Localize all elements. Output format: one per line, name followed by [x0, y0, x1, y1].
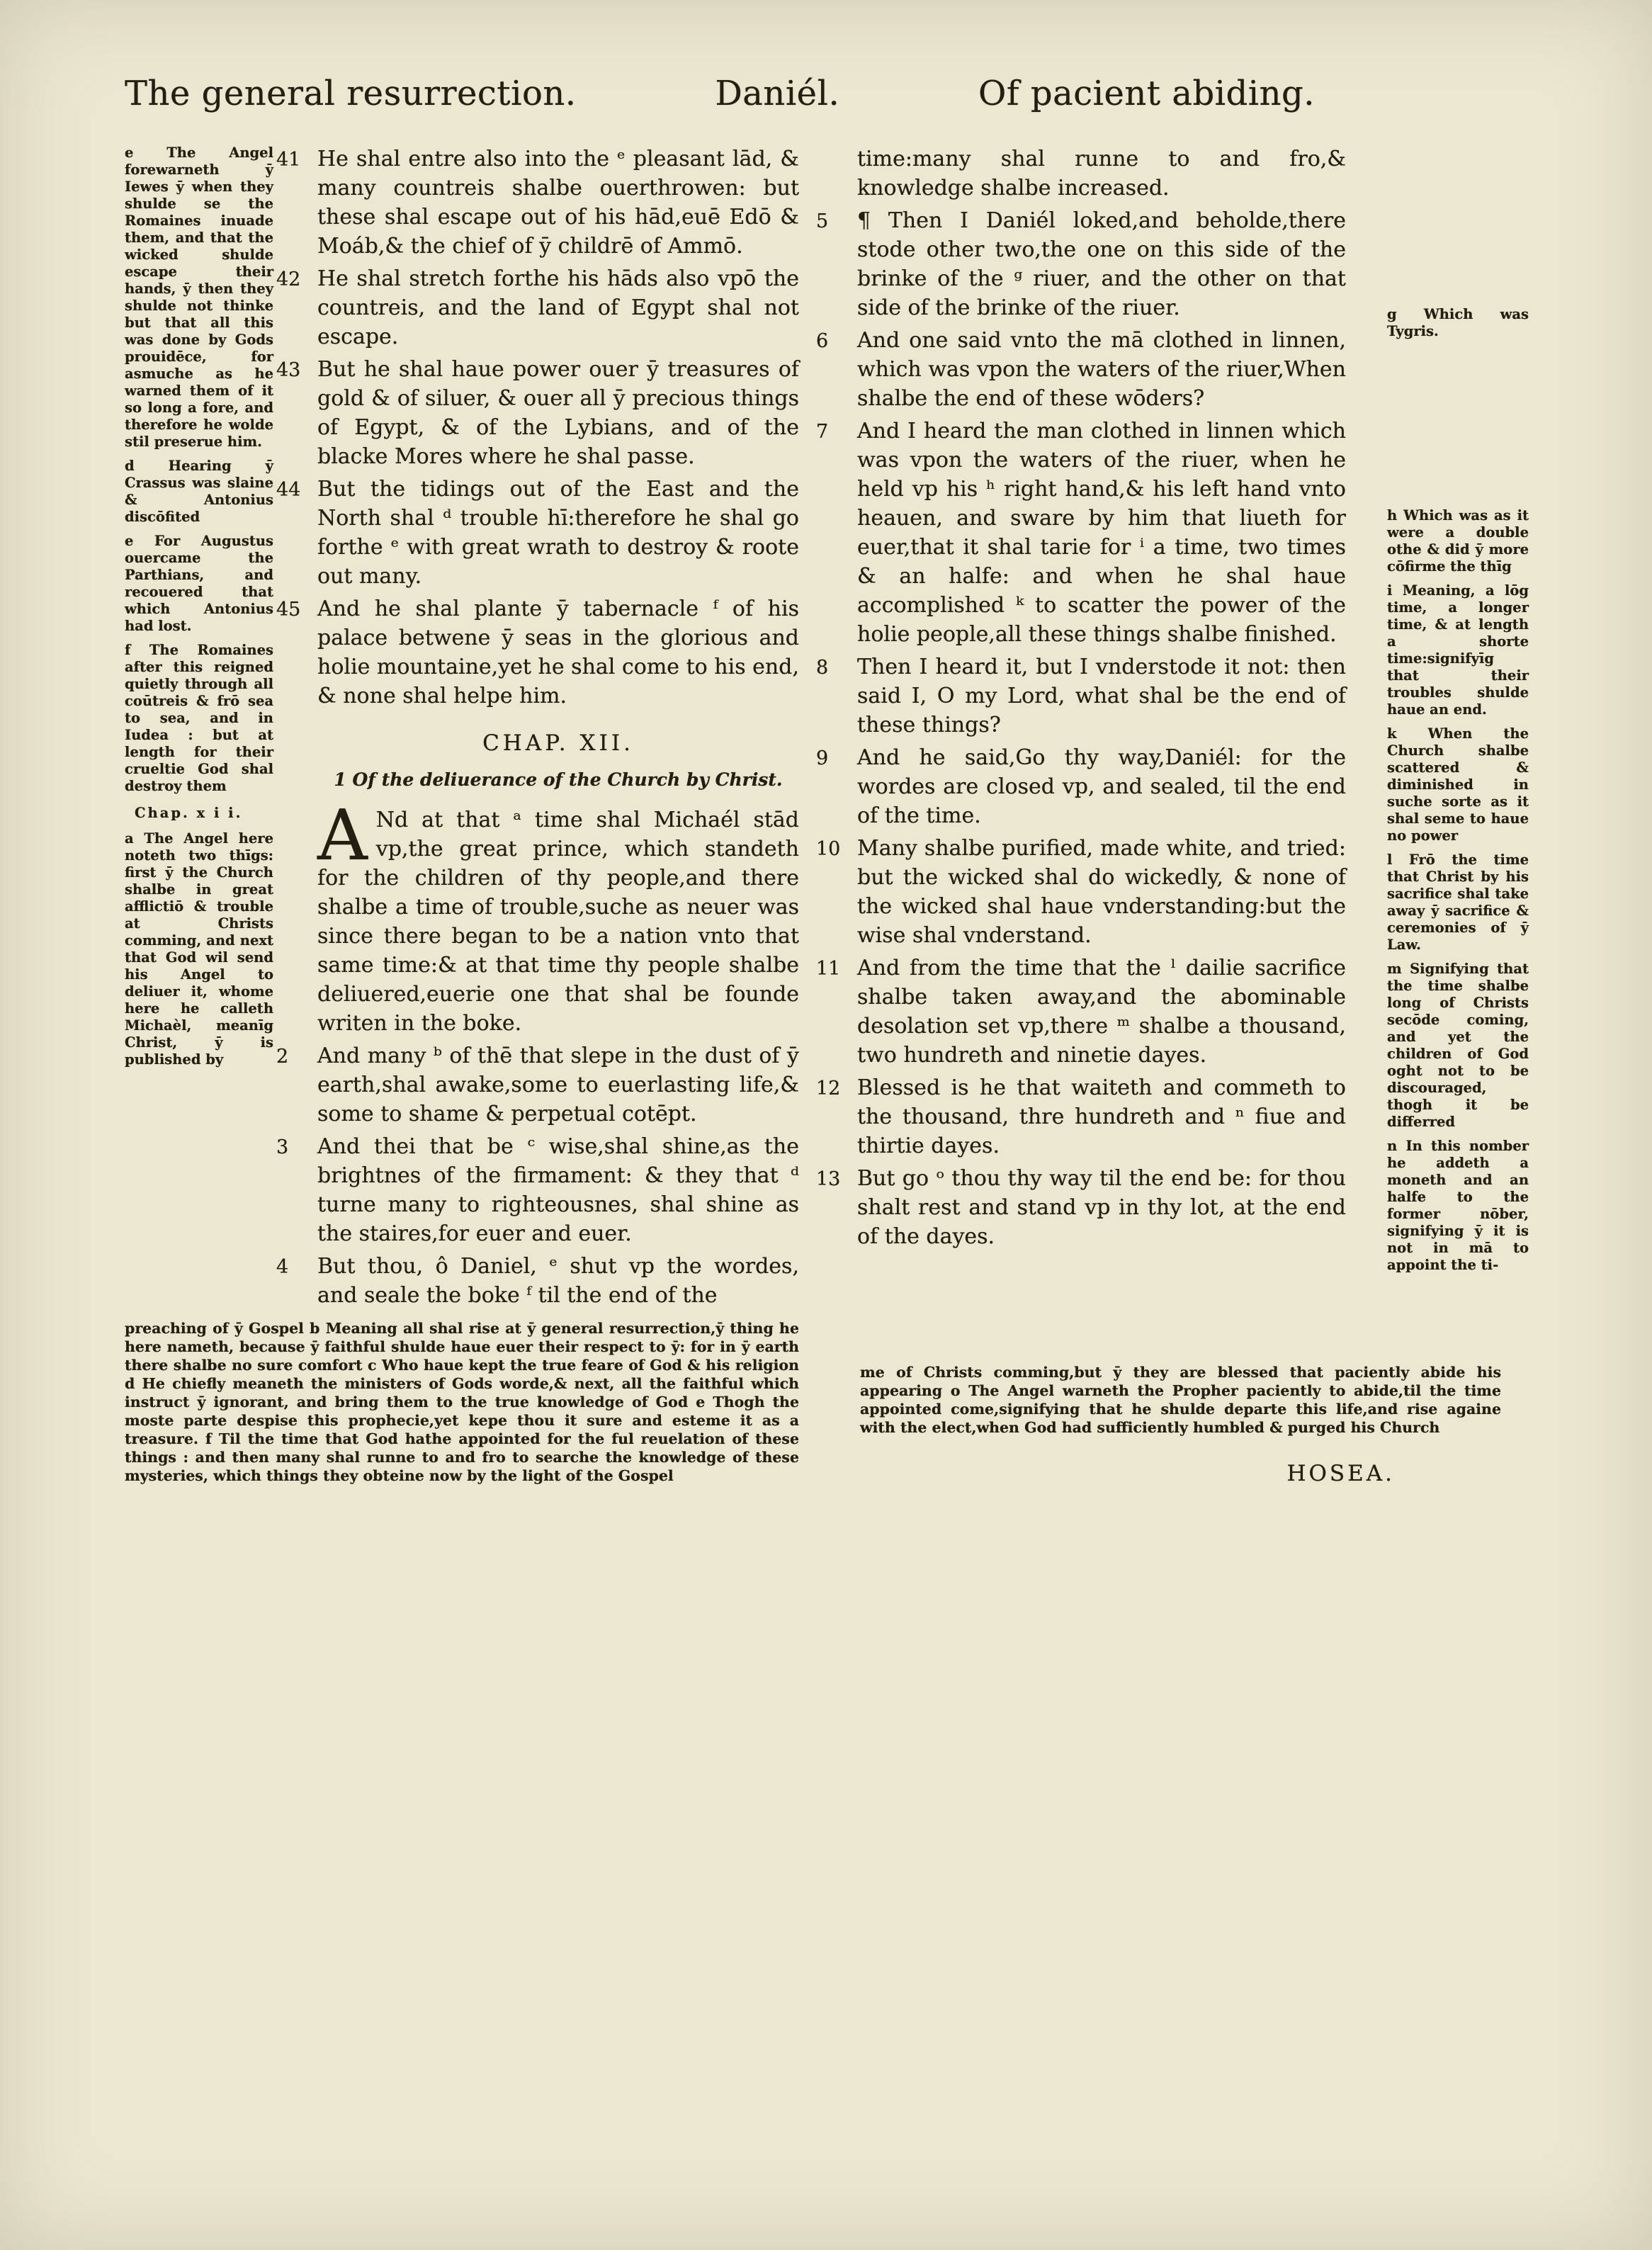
- verse-text: Many shalbe purified, made white, and tried: but the wicked shal do wickedly, & none of the wicked shal haue vnderstanding:but the wise shal vnderstand.: [857, 836, 1346, 948]
- verse-number: 4: [276, 1256, 289, 1278]
- chapter-12-verses: [276, 1041, 799, 1310]
- verse: [276, 355, 799, 471]
- margin-chapter-label: Chap. x i i.: [135, 805, 243, 821]
- verse: [276, 1132, 799, 1248]
- chapter-argument: 1 Of the deliuerance of the Church by Christ.: [334, 769, 783, 790]
- verse: [276, 1252, 799, 1310]
- margin-note: g Which was Tygris.: [1387, 306, 1529, 339]
- margin-note: l Frō the time that Christ by his sacrifice shal take away ȳ sacrifice & ceremonies of ȳ Law.: [1387, 852, 1529, 953]
- margin-note: d Hearing ȳ Crassus was slaine & Antonius discōfited: [125, 458, 273, 525]
- verse-number: 10: [816, 838, 841, 860]
- left-margin-notes-top: [125, 145, 273, 795]
- verse-number: 42: [276, 268, 301, 290]
- verse-text: And he shal plante ȳ tabernacle ᶠ of his palace betwene ȳ seas in the glorious and holie mountaine,yet he shal come to his end, & none shal helpe him.: [317, 597, 799, 708]
- verse-number: 5: [816, 210, 829, 232]
- margin-note: h Which was as it were a double othe & did ȳ more cōfirme the thīg: [1387, 507, 1529, 575]
- chapter-11-verses: [276, 145, 799, 711]
- verse: [276, 1041, 799, 1129]
- verse-number: 41: [276, 149, 301, 171]
- verse-text: And thei that be ᶜ wise,shal shine,as the brightnes of the firmament: & they that ᵈ turne many to righteousnes, shal shine as the staires,for euer and euer.: [317, 1134, 799, 1246]
- verse-number: 45: [276, 599, 301, 621]
- verse: [816, 326, 1346, 413]
- verse-number: 6: [816, 330, 829, 352]
- verse: [816, 652, 1346, 740]
- verse: [816, 1073, 1346, 1160]
- verse-text: But go ᵒ thou thy way til the end be: for thou shalt rest and stand vp in thy lot, at the end of the dayes.: [857, 1166, 1346, 1249]
- verse-number: 44: [276, 479, 301, 501]
- verse-text: He shal stretch forthe his hāds also vpō the countreis, and the land of Egypt shal not escape.: [317, 266, 799, 349]
- margin-note: f The Romaines after this reigned quietly through all coūtreis & frō sea to sea, and in Iudea : but at length for their crueltie God shal destroy them: [125, 642, 273, 794]
- verse: [816, 417, 1346, 649]
- right-margin-notes: [1387, 145, 1529, 1281]
- running-head: [125, 74, 1315, 113]
- verse-text: Then I heard it, but I vnderstode it not: then said I, O my Lord, what shal be the end of these things?: [857, 655, 1346, 737]
- footnotes: [125, 1319, 1652, 1486]
- running-head-left: The general resurrection.: [125, 74, 577, 113]
- verse: [816, 743, 1346, 830]
- verse: [816, 954, 1346, 1070]
- verse-text: He shal entre also into the ᵉ pleasant lād, & many countreis shalbe ouerthrowen: but these shal escape out of his hād,euē Edō & Moáb,& the chief of ȳ childrē of Ammō.: [317, 147, 799, 259]
- verse-text: And he said,Go thy way,Daniél: for the wordes are closed vp, and sealed, til the end of the time.: [857, 745, 1346, 828]
- verse: [816, 206, 1346, 322]
- drop-cap-initial: A: [317, 796, 368, 876]
- verse-text: But thou, ô Daniel, ᵉ shut vp the wordes, and seale the boke ᶠ til the end of the: [317, 1254, 799, 1308]
- verse-number: 43: [276, 359, 301, 381]
- margin-note: k When the Church shalbe scattered & diminished in suche sorte as it shal seme to haue no power: [1387, 725, 1529, 844]
- verse: [816, 834, 1346, 950]
- verse-number: 13: [816, 1168, 841, 1190]
- margin-note: a The Angel here noteth two thīgs: first ȳ the Church shalbe in great afflictiō & trouble at Christs comming, and next that God wil send his Angel to deliuer it, whome here he calleth Michaèl, meanīg Christ, ȳ is published by: [125, 830, 273, 1068]
- verse-text: ¶ Then I Daniél loked,and beholde,there stode other two,the one on this side of the brinke of the ᵍ riuer, and the other on that side of the brinke of the riuer.: [857, 208, 1346, 320]
- verse-number: 11: [816, 958, 841, 980]
- verse: [276, 475, 799, 591]
- verse-number: 12: [816, 1078, 841, 1099]
- verse-4-continuation: time:many shal runne to and fro,& knowledge shalbe increased.: [857, 147, 1346, 200]
- verse-text: Blessed is he that waiteth and commeth to the thousand, thre hundreth and ⁿ fiue and thirtie dayes.: [857, 1075, 1346, 1158]
- verse-text: And from the time that the ˡ dailie sacrifice shalbe taken away,and the abominable desolation set vp,there ᵐ shalbe a thousand, two hundreth and ninetie dayes.: [857, 956, 1346, 1068]
- running-head-right: Of pacient abiding.: [978, 74, 1315, 113]
- running-head-book-title: Daniél.: [715, 74, 840, 113]
- verse-text: Nd at that ᵃ time shal Michaél stād vp,the great prince, which standeth for the children of thy people,and there shalbe a time of trouble,suche as neuer was since there began to be a nation vnto that same time:& at that time thy people shalbe deliuered,euerie one that shal be founde writen in the boke.: [317, 808, 799, 1036]
- verse-number: 2: [276, 1046, 289, 1068]
- verse: [276, 264, 799, 351]
- footnote-block-left: preaching of ȳ Gospel b Meaning all shal rise at ȳ general resurrection,ȳ thing he here nameth, because ȳ faithful shulde haue euer their respect to ȳ: for in ȳ earth there shalbe no sure comfort c Who haue kept the true feare of God & his religion d He chiefly meaneth the ministers of Gods worde,& next, all the faithful which instruct ȳ ignorant, and bring them to the true knowledge of God e Thogh the moste parte despise this prophecie,yet kepe thou it sure and esteme it as a treasure. f Til the time that God hathe appointed for the ful reuelation of these things : and then many shal runne to and fro to searche the knowledge of these mysteries, which things they obteine now by the light of the Gospel: [125, 1320, 799, 1484]
- left-margin-notes: [125, 145, 273, 1075]
- left-margin-notes-bottom: [125, 830, 273, 1068]
- verse-number: 3: [276, 1136, 289, 1158]
- verse: [816, 1164, 1346, 1251]
- page-body: [125, 145, 1652, 1313]
- verse-number: 9: [816, 747, 829, 769]
- verse-number: 7: [816, 421, 829, 443]
- margin-note: i Meaning, a lōg time, a longer time, & at length a shorte time:signifyīg that their troubles shulde haue an end.: [1387, 582, 1529, 718]
- verse-text: And one said vnto the mā clothed in linnen, which was vpon the waters of the riuer,When shalbe the end of these wōders?: [857, 328, 1346, 411]
- left-text-column: [276, 145, 799, 1313]
- margin-note: e The Angel forewarneth ȳ Iewes ȳ when they shulde se the Romaines inuade them, and that the wicked shulde escape their hands, ȳ then they shulde not thinke but that all this was done by Gods prouidēce, for asmuche as he warned them of it so long a fore, and therefore he wolde stil preserue him.: [125, 145, 273, 450]
- verse-text: And I heard the man clothed in linnen which was vpon the waters of the riuer, when he held vp his ʰ right hand,& his left hand vnto heauen, and sware by him that liueth for euer,that it shal tarie for ⁱ a time, two times & an halfe: and when he shal haue accomplished ᵏ to scatter the power of the holie people,all these things shalbe finished.: [857, 419, 1346, 647]
- verse-text: But he shal haue power ouer ȳ treasures of gold & of siluer, & ouer all ȳ precious things of Egypt, & of the Lybians, and of the blacke Mores where he shal passe.: [317, 357, 799, 469]
- verse-text: And many ᵇ of thē that slepe in the dust of ȳ earth,shal awake,some to euerlasting life,& some to shame & perpetual cotēpt.: [317, 1044, 799, 1126]
- verse-1: [317, 796, 799, 1038]
- verse-number: 8: [816, 657, 829, 679]
- chapter-heading: CHAP. XII.: [482, 730, 634, 756]
- chapter-12-verses-continued: [816, 206, 1346, 1251]
- catchword: HOSEA.: [1286, 1461, 1395, 1486]
- margin-note: n In this nomber he addeth a moneth and an halfe to the former nōber, signifying ȳ it is not in mā to appoint the ti-: [1387, 1138, 1529, 1273]
- verse-text: But the tidings out of the East and the North shal ᵈ trouble hī:therefore he shal go forthe ᵉ with great wrath to destroy & roote out many.: [317, 477, 799, 589]
- right-text-column: [816, 145, 1346, 1255]
- footnote-block-right-wrap: [860, 1319, 1501, 1486]
- margin-note: e For Augustus ouercame the Parthians, and recouered that which Antonius had lost.: [125, 533, 273, 634]
- footnote-block-right: me of Christs comming,but ȳ they are blessed that paciently abide his appearing o The Angel warneth the Propher paciently to abide,til the time appointed come,signifying that he shulde departe this life,and rise againe with the elect,when God had sufficiently humbled & purged his Church: [860, 1364, 1501, 1436]
- verse: [276, 145, 799, 261]
- verse: [276, 594, 799, 711]
- margin-note: m Signifying that the time shalbe long of Christs secōde coming, and yet the children of God oght not to be discouraged, thogh it be differred: [1387, 961, 1529, 1130]
